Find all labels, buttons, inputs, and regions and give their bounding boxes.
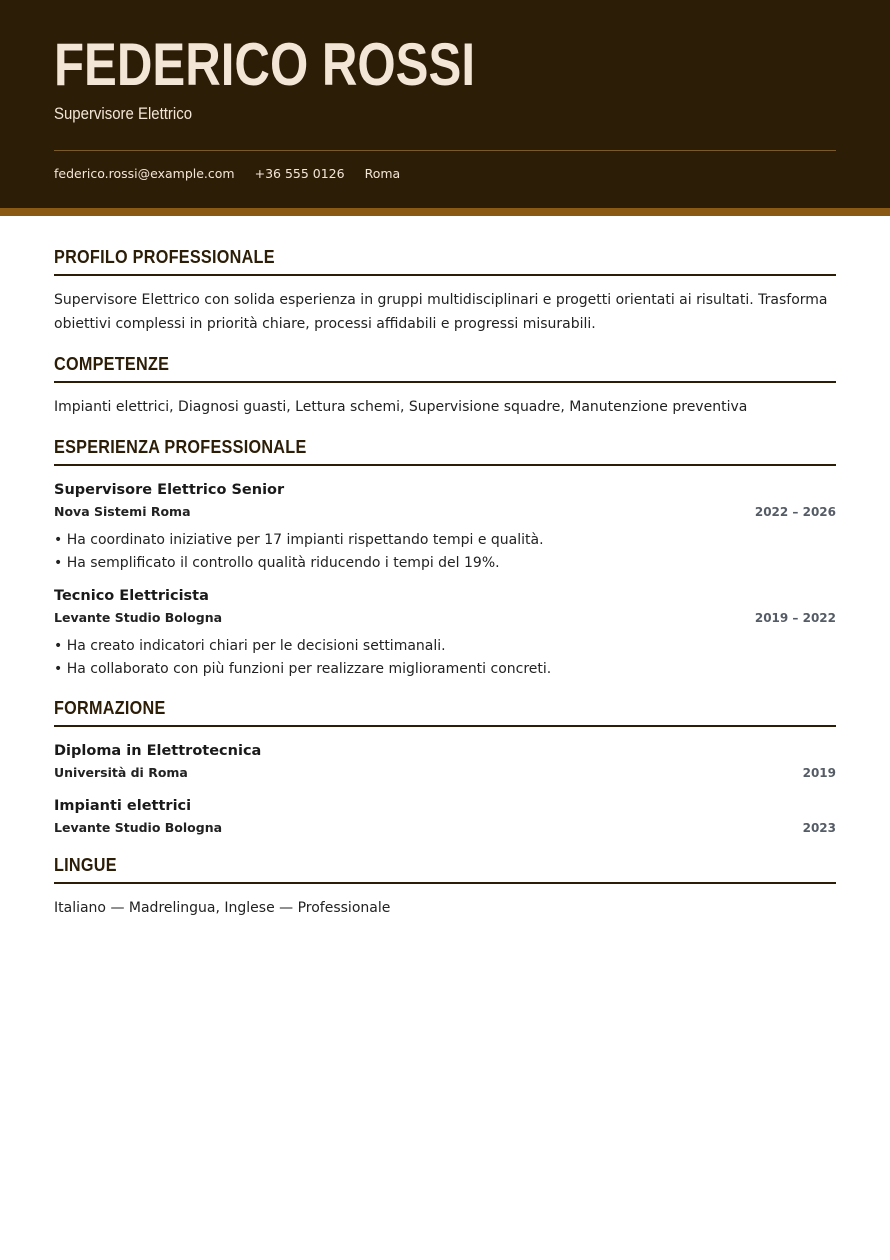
degree-title: Impianti elettrici	[54, 798, 192, 814]
section-education	[54, 680, 836, 835]
degree-institution: Levante Studio Bologna	[54, 820, 223, 835]
achievement-item: • Ha semplificato il controllo qualità riducendo i tempi del 19%.	[54, 554, 500, 571]
section-title-education: FORMAZIONE	[54, 698, 836, 727]
resume-header	[0, 0, 890, 216]
achievement-item: • Ha creato indicatori chiari per le decisioni settimanali.	[54, 638, 446, 654]
section-profile	[54, 216, 836, 336]
experience-item	[54, 482, 836, 574]
job-achievements	[54, 635, 836, 680]
candidate-name: FEDERICO ROSSI	[54, 31, 475, 98]
section-title-experience: ESPERIENZA PROFESSIONALE	[54, 437, 836, 466]
degree-meta	[54, 765, 836, 780]
section-experience	[54, 419, 836, 680]
job-dates: 2022 – 2026	[754, 505, 836, 519]
degree-meta	[54, 820, 836, 835]
degree-year: 2023	[802, 821, 836, 835]
degree-year: 2019	[802, 766, 836, 780]
resume-body	[0, 216, 890, 920]
header-divider	[54, 150, 836, 151]
job-title: Supervisore Elettrico Senior	[54, 482, 285, 498]
contact-email[interactable]: federico.rossi@example.com	[54, 166, 235, 181]
section-languages	[54, 835, 836, 920]
achievement-item: • Ha coordinato iniziative per 17 impianti rispettando tempi e qualità.	[54, 532, 544, 548]
job-achievements	[54, 529, 836, 574]
skills-text: Impianti elettrici, Diagnosi guasti, Lettura schemi, Supervisione squadre, Manutenzione preventiva	[54, 399, 748, 415]
achievement-item: • Ha collaborato con più funzioni per realizzare miglioramenti concreti.	[54, 660, 552, 677]
profile-text: Supervisore Elettrico con solida esperienza in gruppi multidisciplinari e progetti orientati ai risultati. Trasforma obiettivi complessi in priorità chiare, processi affidabili e progressi misurabili.	[54, 292, 828, 332]
degree-institution: Università di Roma	[54, 765, 188, 780]
degree-title: Diploma in Elettrotecnica	[54, 743, 262, 759]
contact-phone[interactable]: +36 555 0126	[254, 166, 345, 181]
languages-text: Italiano — Madrelingua, Inglese — Professionale	[54, 900, 391, 916]
education-item	[54, 743, 836, 780]
job-title: Tecnico Elettricista	[54, 588, 209, 604]
contact-location: Roma	[364, 166, 401, 181]
candidate-role: Supervisore Elettrico	[54, 104, 193, 123]
section-skills	[54, 336, 836, 419]
job-meta	[54, 610, 836, 625]
section-title-languages: LINGUE	[54, 855, 836, 884]
education-item	[54, 798, 836, 835]
section-title-profile: PROFILO PROFESSIONALE	[54, 247, 836, 276]
job-dates: 2019 – 2022	[754, 611, 836, 625]
job-company: Nova Sistemi Roma	[54, 504, 191, 519]
section-title-skills: COMPETENZE	[54, 354, 836, 383]
contact-info	[54, 166, 400, 181]
job-company: Levante Studio Bologna	[54, 610, 223, 625]
job-meta	[54, 504, 836, 519]
experience-item	[54, 588, 836, 680]
